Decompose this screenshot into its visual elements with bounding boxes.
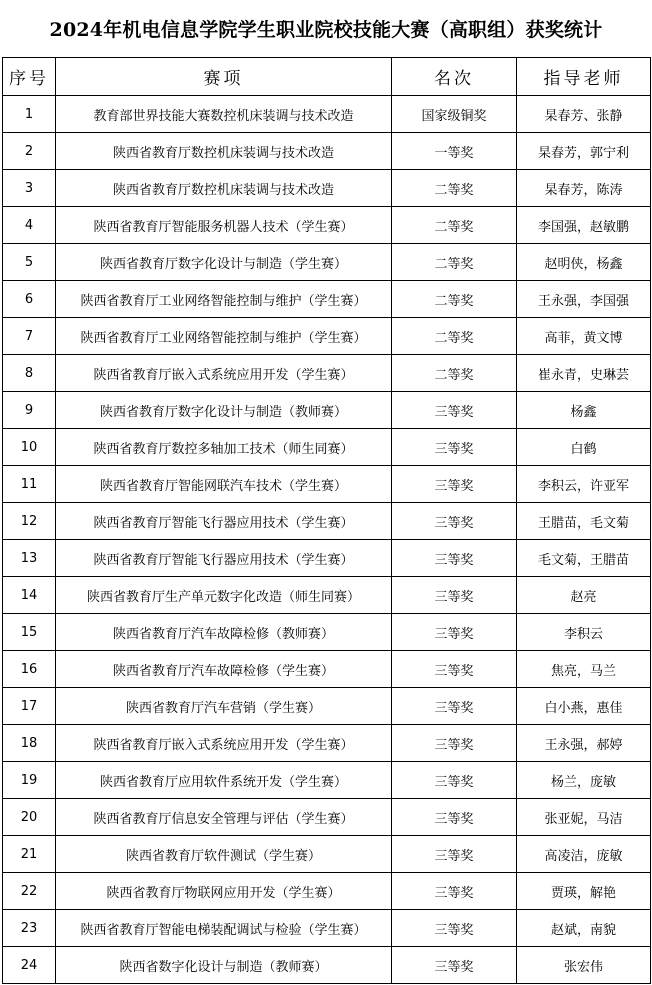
cell-rank: 三等奖 [392,799,517,836]
cell-no: 18 [3,725,56,762]
cell-teacher: 白小燕，惠佳 [517,688,651,725]
cell-teacher: 张亚妮，马洁 [517,799,651,836]
cell-teacher: 赵斌，南貌 [517,910,651,947]
cell-no: 21 [3,836,56,873]
cell-event: 陕西省教育厅数控机床装调与技术改造 [56,170,392,207]
cell-teacher: 赵明侠，杨鑫 [517,244,651,281]
cell-no: 1 [3,96,56,133]
cell-rank: 国家级铜奖 [392,96,517,133]
cell-no: 17 [3,688,56,725]
cell-teacher: 高菲，黄文博 [517,318,651,355]
cell-no: 24 [3,947,56,984]
cell-teacher: 王永强，李国强 [517,281,651,318]
table-row [3,836,651,873]
cell-teacher: 高凌洁，庞敏 [517,836,651,873]
table-row [3,429,651,466]
header-teacher: 指导老师 [517,58,651,96]
table-row [3,170,651,207]
cell-no: 11 [3,466,56,503]
cell-teacher: 焦亮，马兰 [517,651,651,688]
cell-no: 9 [3,392,56,429]
cell-no: 14 [3,577,56,614]
cell-rank: 三等奖 [392,910,517,947]
cell-rank: 三等奖 [392,873,517,910]
table-row [3,207,651,244]
cell-rank: 三等奖 [392,392,517,429]
cell-no: 2 [3,133,56,170]
cell-event: 陕西省教育厅数字化设计与制造（教师赛） [56,392,392,429]
table-row [3,614,651,651]
cell-teacher: 杨鑫 [517,392,651,429]
cell-teacher: 白鹤 [517,429,651,466]
table-row [3,540,651,577]
cell-event: 陕西省教育厅汽车故障检修（学生赛） [56,651,392,688]
cell-no: 10 [3,429,56,466]
table-row [3,688,651,725]
cell-no: 5 [3,244,56,281]
table-row [3,392,651,429]
cell-rank: 二等奖 [392,170,517,207]
cell-rank: 三等奖 [392,503,517,540]
cell-event: 陕西省教育厅工业网络智能控制与维护（学生赛） [56,318,392,355]
cell-teacher: 崔永青，史琳芸 [517,355,651,392]
table-row [3,725,651,762]
table-row [3,873,651,910]
cell-no: 12 [3,503,56,540]
table-row [3,355,651,392]
cell-rank: 二等奖 [392,355,517,392]
cell-rank: 二等奖 [392,244,517,281]
cell-event: 陕西省教育厅应用软件系统开发（学生赛） [56,762,392,799]
cell-teacher: 赵亮 [517,577,651,614]
table-row [3,281,651,318]
cell-event: 陕西省教育厅物联网应用开发（学生赛） [56,873,392,910]
cell-event: 陕西省教育厅智能飞行器应用技术（学生赛） [56,540,392,577]
cell-event: 陕西省教育厅信息安全管理与评估（学生赛） [56,799,392,836]
cell-event: 陕西省教育厅软件测试（学生赛） [56,836,392,873]
cell-event: 陕西省教育厅工业网络智能控制与维护（学生赛） [56,281,392,318]
cell-no: 19 [3,762,56,799]
cell-no: 4 [3,207,56,244]
cell-no: 16 [3,651,56,688]
cell-no: 20 [3,799,56,836]
cell-rank: 三等奖 [392,688,517,725]
cell-teacher: 李积云，许亚军 [517,466,651,503]
cell-no: 3 [3,170,56,207]
awards-table [2,57,651,984]
cell-rank: 二等奖 [392,281,517,318]
cell-teacher: 杲春芳、张静 [517,96,651,133]
cell-no: 7 [3,318,56,355]
table-row [3,503,651,540]
cell-no: 23 [3,910,56,947]
cell-rank: 一等奖 [392,133,517,170]
cell-rank: 三等奖 [392,836,517,873]
header-no: 序号 [3,58,56,96]
cell-event: 陕西省教育厅嵌入式系统应用开发（学生赛） [56,355,392,392]
cell-rank: 三等奖 [392,429,517,466]
cell-teacher: 王永强，郝婷 [517,725,651,762]
cell-rank: 三等奖 [392,540,517,577]
table-row [3,799,651,836]
cell-event: 陕西省教育厅数字化设计与制造（学生赛） [56,244,392,281]
cell-rank: 三等奖 [392,947,517,984]
cell-rank: 三等奖 [392,725,517,762]
table-row [3,910,651,947]
table-row [3,466,651,503]
cell-rank: 三等奖 [392,614,517,651]
cell-rank: 三等奖 [392,466,517,503]
cell-teacher: 杲春芳，郭宁利 [517,133,651,170]
cell-teacher: 张宏伟 [517,947,651,984]
cell-no: 8 [3,355,56,392]
cell-teacher: 李积云 [517,614,651,651]
cell-event: 陕西省教育厅智能服务机器人技术（学生赛） [56,207,392,244]
table-header-row [3,58,651,96]
table-row [3,133,651,170]
cell-no: 13 [3,540,56,577]
cell-event: 陕西省教育厅汽车营销（学生赛） [56,688,392,725]
table-row [3,651,651,688]
table-row [3,762,651,799]
cell-teacher: 毛文菊，王腊苗 [517,540,651,577]
cell-event: 陕西省教育厅汽车故障检修（教师赛） [56,614,392,651]
header-event: 赛项 [56,58,392,96]
cell-rank: 二等奖 [392,207,517,244]
cell-teacher: 贾瑛，解艳 [517,873,651,910]
cell-event: 教育部世界技能大赛数控机床装调与技术改造 [56,96,392,133]
cell-event: 陕西省教育厅智能电梯装配调试与检验（学生赛） [56,910,392,947]
table-row [3,947,651,984]
cell-event: 陕西省教育厅生产单元数字化改造（师生同赛） [56,577,392,614]
table-row [3,244,651,281]
cell-event: 陕西省教育厅数控多轴加工技术（师生同赛） [56,429,392,466]
cell-event: 陕西省教育厅数控机床装调与技术改造 [56,133,392,170]
header-rank: 名次 [392,58,517,96]
cell-event: 陕西省教育厅嵌入式系统应用开发（学生赛） [56,725,392,762]
document-title: 2024年机电信息学院学生职业院校技能大赛（高职组）获奖统计 [49,19,603,41]
cell-no: 22 [3,873,56,910]
table-row [3,318,651,355]
table-row [3,96,651,133]
cell-teacher: 杨兰，庞敏 [517,762,651,799]
cell-rank: 三等奖 [392,651,517,688]
table-row [3,577,651,614]
cell-no: 15 [3,614,56,651]
cell-event: 陕西省教育厅智能网联汽车技术（学生赛） [56,466,392,503]
cell-event: 陕西省数字化设计与制造（教师赛） [56,947,392,984]
cell-rank: 三等奖 [392,762,517,799]
cell-teacher: 李国强，赵敏鹏 [517,207,651,244]
cell-no: 6 [3,281,56,318]
cell-teacher: 王腊苗，毛文菊 [517,503,651,540]
cell-rank: 三等奖 [392,577,517,614]
cell-teacher: 杲春芳，陈涛 [517,170,651,207]
cell-rank: 二等奖 [392,318,517,355]
cell-event: 陕西省教育厅智能飞行器应用技术（学生赛） [56,503,392,540]
